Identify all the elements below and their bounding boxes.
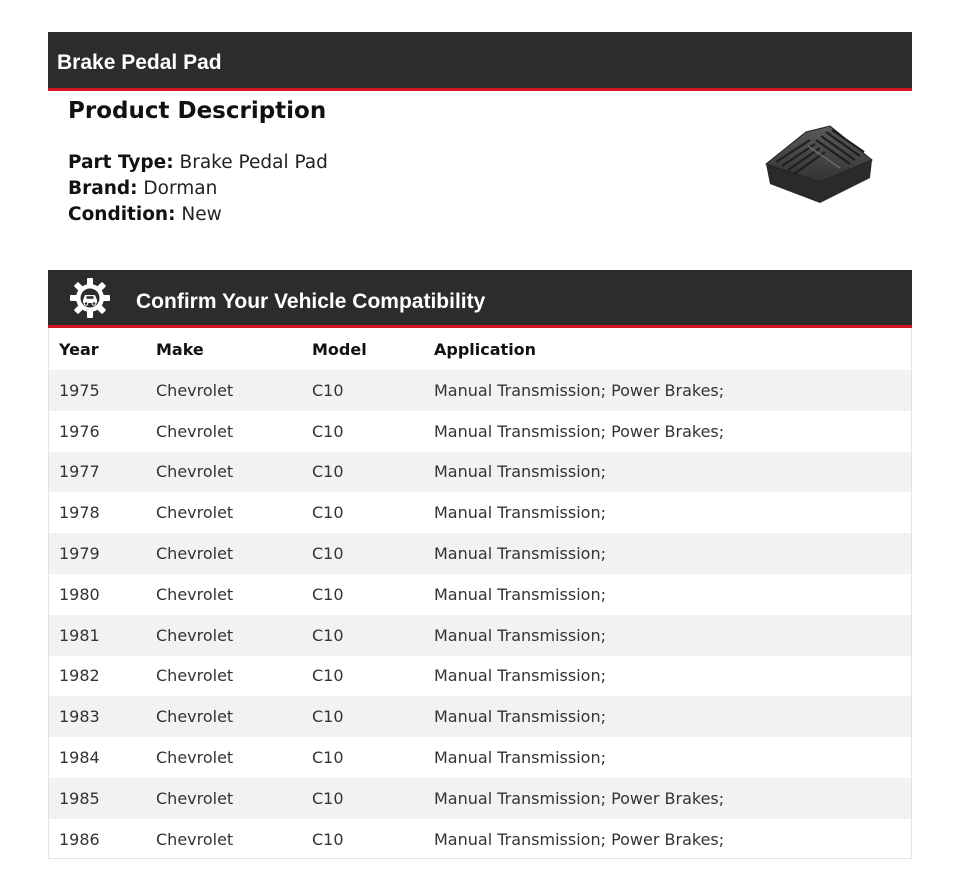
- table-header-row: [49, 328, 911, 370]
- table-row: [49, 370, 911, 411]
- spec-value: Dorman: [143, 178, 218, 199]
- spec-label: Part Type:: [68, 152, 174, 173]
- table-row: [49, 411, 911, 452]
- cell-application: Manual Transmission;: [434, 707, 606, 727]
- cell-make: Chevrolet: [156, 707, 234, 727]
- cell-year: 1975: [59, 380, 100, 400]
- cell-model: C10: [312, 625, 344, 645]
- cell-application: Manual Transmission; Power Brakes;: [434, 421, 725, 441]
- cell-make: Chevrolet: [156, 462, 234, 482]
- table-row: [49, 656, 911, 697]
- product-image: [758, 118, 878, 208]
- cell-year: 1984: [59, 748, 100, 768]
- cell-model: C10: [312, 748, 344, 768]
- compatibility-bar: [48, 270, 912, 328]
- table-row: [49, 574, 911, 615]
- table-row: [49, 778, 911, 819]
- cell-year: 1982: [59, 666, 100, 686]
- table-row: [49, 819, 911, 860]
- spec-condition: [68, 202, 328, 228]
- cell-application: Manual Transmission;: [434, 748, 606, 768]
- cell-make: Chevrolet: [156, 666, 234, 686]
- cell-model: C10: [312, 707, 344, 727]
- cell-model: C10: [312, 462, 344, 482]
- product-title-bar: [48, 32, 912, 91]
- column-header-year: Year: [59, 339, 99, 359]
- product-description: [68, 98, 328, 228]
- spec-list: [68, 150, 328, 228]
- cell-year: 1979: [59, 544, 100, 564]
- spec-value: New: [181, 204, 222, 225]
- cell-make: Chevrolet: [156, 544, 234, 564]
- product-title: Brake Pedal Pad: [57, 51, 222, 74]
- cell-make: Chevrolet: [156, 421, 234, 441]
- spec-brand: [68, 176, 328, 202]
- cell-make: Chevrolet: [156, 380, 234, 400]
- cell-application: Manual Transmission;: [434, 584, 606, 604]
- cell-application: Manual Transmission;: [434, 666, 606, 686]
- description-heading: Product Description: [68, 98, 327, 124]
- cell-model: C10: [312, 544, 344, 564]
- table-row: [49, 452, 911, 493]
- cell-make: Chevrolet: [156, 788, 234, 808]
- column-header-model: Model: [312, 339, 367, 359]
- gear-car-icon: [69, 277, 111, 319]
- column-header-make: Make: [156, 339, 204, 359]
- table-row: [49, 492, 911, 533]
- cell-application: Manual Transmission;: [434, 544, 606, 564]
- table-row: [49, 737, 911, 778]
- cell-model: C10: [312, 666, 344, 686]
- cell-year: 1981: [59, 625, 100, 645]
- cell-application: Manual Transmission;: [434, 462, 606, 482]
- compatibility-title: Confirm Your Vehicle Compatibility: [136, 290, 486, 313]
- cell-application: Manual Transmission; Power Brakes;: [434, 829, 725, 849]
- cell-make: Chevrolet: [156, 625, 234, 645]
- spec-part-type: [68, 150, 328, 176]
- cell-make: Chevrolet: [156, 503, 234, 523]
- spec-label: Condition:: [68, 204, 176, 225]
- cell-model: C10: [312, 584, 344, 604]
- cell-year: 1977: [59, 462, 100, 482]
- cell-year: 1980: [59, 584, 100, 604]
- table-row: [49, 615, 911, 656]
- cell-year: 1986: [59, 829, 100, 849]
- cell-model: C10: [312, 380, 344, 400]
- cell-make: Chevrolet: [156, 584, 234, 604]
- spec-label: Brand:: [68, 178, 138, 199]
- compatibility-table: [48, 328, 912, 859]
- cell-model: C10: [312, 788, 344, 808]
- cell-year: 1983: [59, 707, 100, 727]
- table-row: [49, 696, 911, 737]
- spec-value: Brake Pedal Pad: [179, 152, 328, 173]
- cell-year: 1985: [59, 788, 100, 808]
- cell-model: C10: [312, 503, 344, 523]
- table-row: [49, 533, 911, 574]
- cell-make: Chevrolet: [156, 748, 234, 768]
- column-header-application: Application: [434, 339, 537, 359]
- cell-application: Manual Transmission;: [434, 503, 606, 523]
- cell-year: 1976: [59, 421, 100, 441]
- cell-application: Manual Transmission;: [434, 625, 606, 645]
- cell-application: Manual Transmission; Power Brakes;: [434, 788, 725, 808]
- cell-model: C10: [312, 829, 344, 849]
- cell-year: 1978: [59, 503, 100, 523]
- cell-model: C10: [312, 421, 344, 441]
- cell-make: Chevrolet: [156, 829, 234, 849]
- cell-application: Manual Transmission; Power Brakes;: [434, 380, 725, 400]
